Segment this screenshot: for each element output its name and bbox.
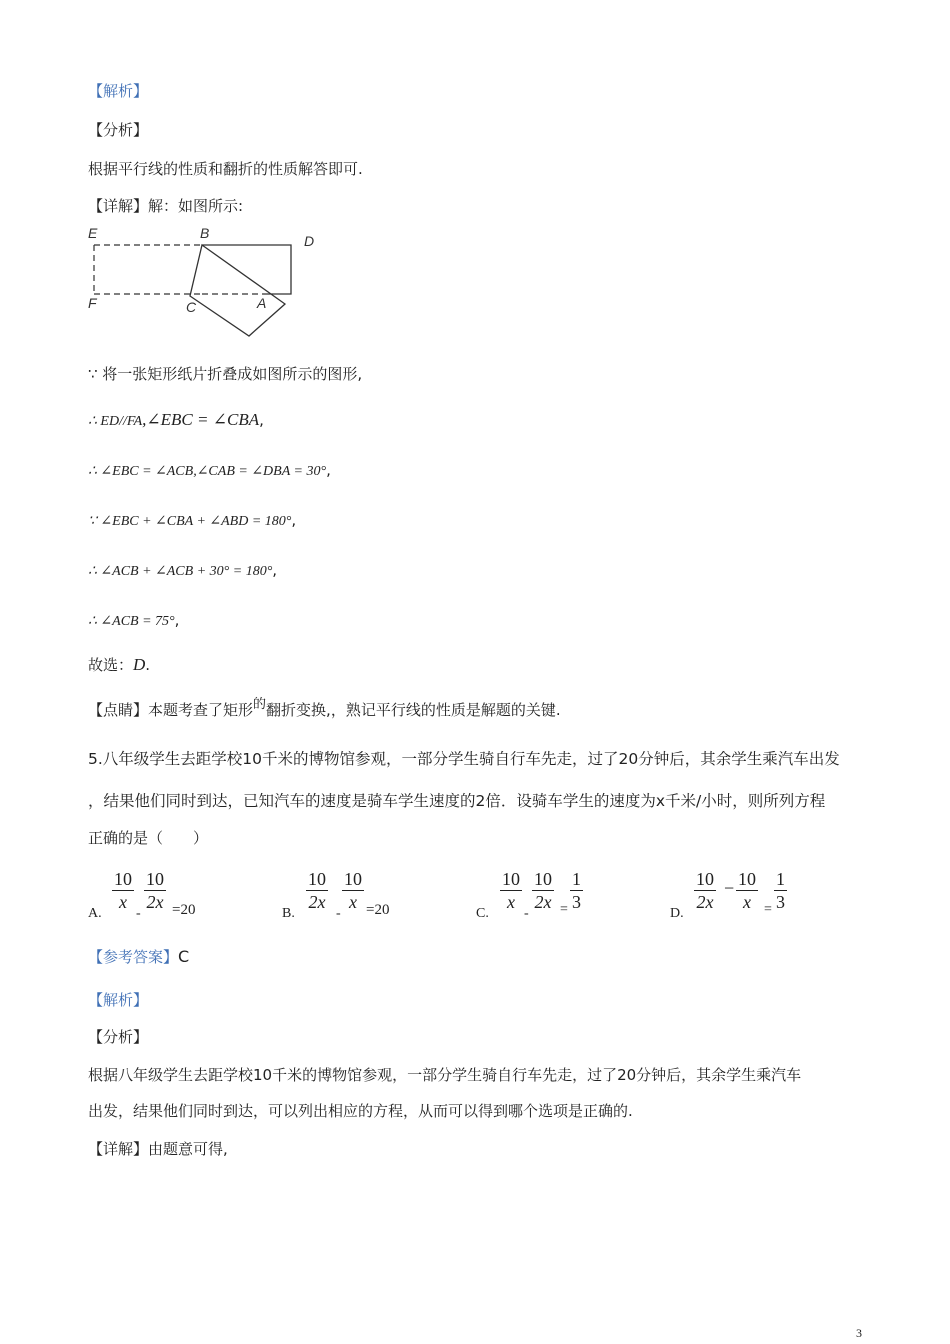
option-a-fraction-2: $\frac{10}{2x}$ <box>146 869 164 912</box>
answer-line: 故选：D. <box>88 655 151 674</box>
label-e: E <box>88 225 98 241</box>
label-a: A <box>257 295 267 311</box>
analysis-subheading-2: 【分析】 <box>88 1028 149 1046</box>
folded-rectangle-figure <box>84 222 334 346</box>
option-d-fraction-3: $\frac{1}{3}$ <box>776 869 785 912</box>
option-b-label: B. <box>282 906 295 921</box>
step-6: ∴ ∠ACB = 75°, <box>88 611 180 629</box>
step-3: ∴ ∠EBC = ∠ACB,∠CAB = ∠DBA = 30°, <box>88 461 331 479</box>
reference-answer: 【参考答案】C <box>88 947 190 966</box>
option-c-fraction-2: $\frac{10}{2x}$ <box>534 869 552 912</box>
option-d-label: D. <box>670 906 684 921</box>
question-5-line-1: 5.八年级学生去距学校10千米的博物馆参观，一部分学生骑自行车先走，过了20分钟后，其余学生乘汽车出发 <box>88 750 840 768</box>
option-c-label: C. <box>476 906 489 921</box>
analysis-text-2-line-2: 出发，结果他们同时到达，可以列出相应的方程，从而可以得到哪个选项是正确的. <box>88 1102 633 1120</box>
detail-heading-2: 【详解】由题意可得, <box>88 1140 228 1158</box>
detail-heading: 【详解】解：如图所示: <box>88 197 244 215</box>
option-a-fraction-1: $\frac{10}{x}$ <box>114 869 132 912</box>
analysis-heading-2: 【解析】 <box>88 991 149 1009</box>
option-a-label: A. <box>88 906 102 921</box>
analysis-text-2-line-1: 根据八年级学生去距学校10千米的博物馆参观，一部分学生骑自行车先走，过了20分钟后，其余学生乘汽车 <box>88 1066 802 1084</box>
option-a: A. $\frac{10}{x}$ - $\frac{10}{2x}$ =20 <box>88 869 196 921</box>
question-5-line-2: ，结果他们同时到达，已知汽车的速度是骑车学生速度的2倍．设骑车学生的速度为x千米/小时，则所列方程 <box>88 792 826 810</box>
step-1: ∵ 将一张矩形纸片折叠成如图所示的图形, <box>88 365 363 383</box>
option-b: B. $\frac{10}{2x}$ - $\frac{10}{x}$ =20 <box>282 869 390 921</box>
label-d: D <box>304 233 315 249</box>
analysis-text: 根据平行线的性质和翻折的性质解答即可. <box>88 160 363 178</box>
analysis-heading: 【解析】 <box>88 82 149 100</box>
analysis-subheading: 【分析】 <box>88 121 149 139</box>
option-d: D. $\frac{10}{2x}$ − $\frac{10}{x}$ = $\frac{1}{3}$ <box>670 869 785 921</box>
label-b: B <box>200 225 210 241</box>
option-c: C. $\frac{10}{x}$ - $\frac{10}{2x}$ = $\frac{1}{3}$ <box>476 869 581 921</box>
step-4: ∵ ∠EBC + ∠CBA + ∠ABD = 180°, <box>88 511 297 529</box>
remark-line: 【点睛】本题考查了矩形的翻折变换,，熟记平行线的性质是解题的关键. <box>88 697 561 719</box>
label-c: C <box>186 299 197 315</box>
option-c-fraction-3: $\frac{1}{3}$ <box>572 869 581 912</box>
option-d-fraction-2: $\frac{10}{x}$ <box>738 869 756 912</box>
label-f: F <box>88 295 97 311</box>
page-number: 3 <box>856 1326 862 1340</box>
step-5: ∴ ∠ACB + ∠ACB + 30° = 180°, <box>88 561 278 579</box>
question-5-line-3: 正确的是（ ） <box>88 829 209 847</box>
option-d-fraction-1: $\frac{10}{2x}$ <box>696 869 714 912</box>
option-b-fraction-2: $\frac{10}{x}$ <box>344 869 362 912</box>
option-c-fraction-1: $\frac{10}{x}$ <box>502 869 520 912</box>
option-b-fraction-1: $\frac{10}{2x}$ <box>308 869 326 912</box>
step-2: ∴ ED//FA,∠EBC = ∠CBA, <box>88 410 264 429</box>
